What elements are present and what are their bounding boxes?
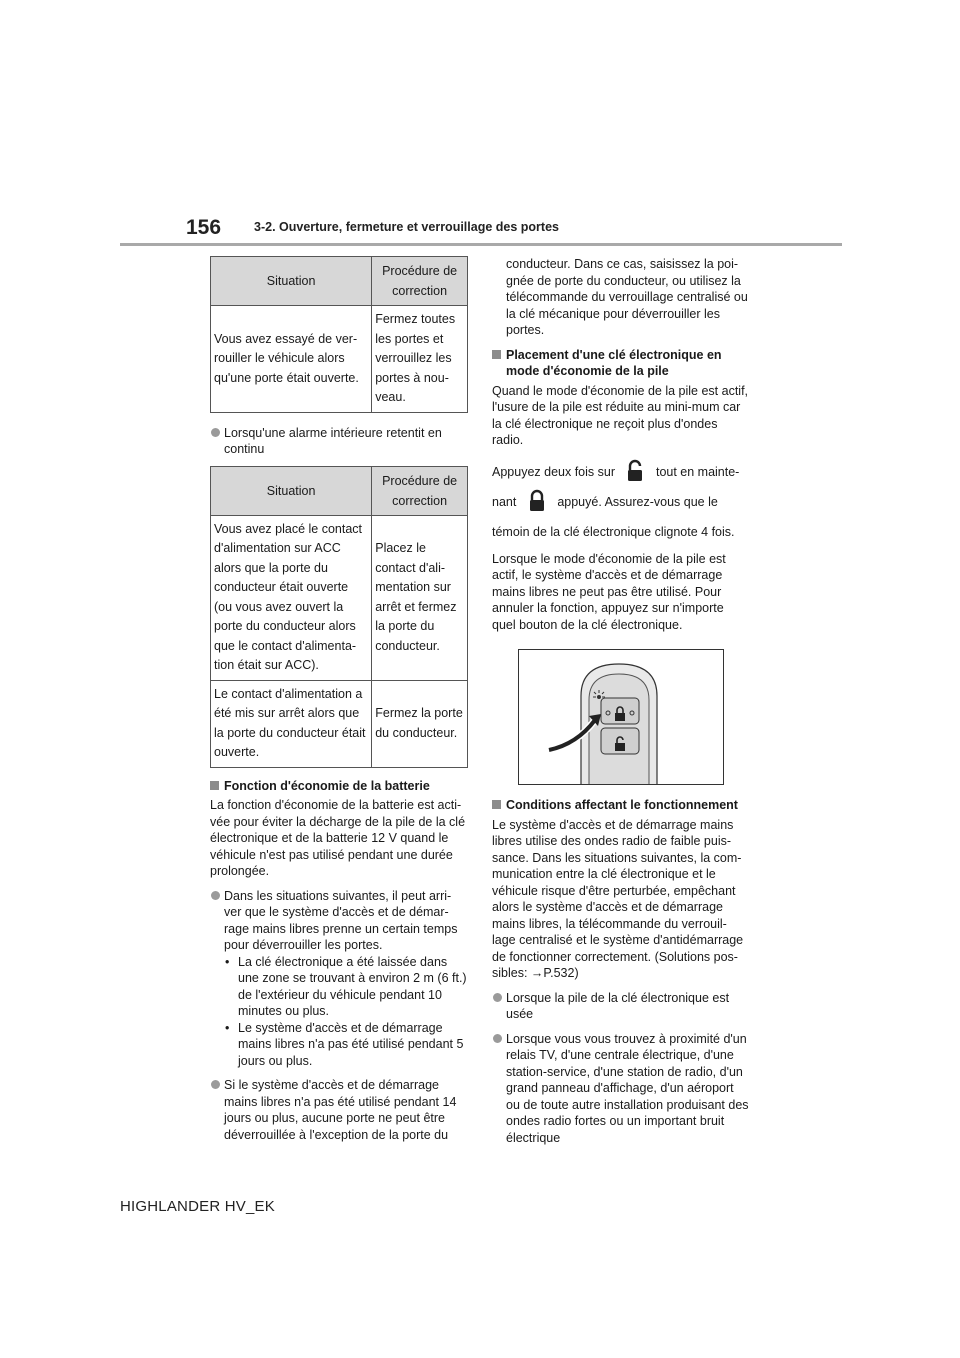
unlock-button-icon	[624, 459, 646, 485]
table-cell: Fermez la porte du conducteur.	[372, 680, 468, 767]
bullet-dot-icon	[211, 891, 220, 900]
continuation-text: conducteur. Dans ce cas, saisissez la poi-gnée de porte du conducteur, ou utilisez la télécommande du verrouillage centralisé ou la clé mécanique pour déverrouiller les portes.	[506, 257, 748, 337]
table-cell: Fermez toutes les portes et verrouillez les portes à nou-veau.	[372, 306, 468, 413]
page-number: 156	[186, 216, 222, 239]
bullet-item: Lorsque la pile de la clé électronique est usée	[492, 990, 750, 1023]
battery-saving-text: La fonction d'économie de la batterie est acti-vée pour éviter la décharge de la pile de la clé électronique et de la batterie 12 V quand le véhicule n'est pas utilisé pendant une durée prolongée.	[210, 798, 466, 878]
sub-bullet-marker: •	[225, 954, 230, 969]
table-header-situation: Situation	[211, 257, 372, 306]
square-bullet-icon	[492, 800, 501, 809]
left-column	[210, 256, 468, 1151]
bullet-dot-icon	[211, 428, 220, 437]
table-header-situation: Situation	[211, 466, 372, 515]
table-cell: Placez le contact d'ali-mentation sur arrêt et fermez la porte du conducteur.	[372, 515, 468, 680]
table-cell: Vous avez placé le contact d'alimentation sur ACC alors que la porte du conducteur était ouverte (ou vous avez ouvert la porte du conducteur alors que le contact d'alimenta-tion était sur ACC).	[211, 515, 372, 680]
lock-button-icon	[526, 489, 548, 515]
table-row	[211, 515, 468, 680]
bullet-dot-icon	[493, 1034, 502, 1043]
battery-saving-heading: Fonction d'économie de la batterie	[210, 778, 468, 795]
bullet-dot-icon	[493, 993, 502, 1002]
electronic-key-illustration	[518, 649, 724, 785]
sub-list-item: • Le système d'accès et de démarrage mains libres n'a pas été utilisé pendant 5 jours ou plus.	[225, 1020, 464, 1068]
bullet-item: Si le système d'accès et de démarrage mains libres n'a pas été utilisé pendant 14 jours ou plus, aucune porte ne peut être déverrouillée à l'exception de la porte du	[210, 1077, 468, 1143]
section-title: 3-2. Ouverture, fermeture et verrouillage des portes	[254, 220, 559, 234]
bullet-item: Lorsque vous vous trouvez à proximité d'un relais TV, d'une centrale électrique, d'une station-service, d'une station de radio, d'un grand panneau d'affichage, d'un aéroport ou de toute autre installation produisant des ondes radio fortes ou un important bruit électrique	[492, 1031, 750, 1147]
sub-bullet-marker: •	[225, 1020, 230, 1035]
square-bullet-icon	[492, 350, 501, 359]
key-saving-heading: Placement d'une clé électronique en mode d'économie de la pile	[492, 347, 750, 380]
header-rule	[120, 243, 842, 246]
sub-list-item: • La clé électronique a été laissée dans une zone se trouvant à environ 2 m (6 ft.) de l'extérieur du véhicule pendant 10 minutes ou plus.	[225, 954, 467, 1018]
right-column	[492, 256, 750, 1154]
correction-table-1	[210, 256, 468, 413]
key-saving-text: Quand le mode d'économie de la pile est actif, l'usure de la pile est réduite au mini-mum car la clé électronique ne reçoit plus d'ondes radio.	[492, 383, 749, 447]
table-row	[211, 680, 468, 767]
electronic-key-icon	[519, 650, 723, 784]
square-bullet-icon	[210, 781, 219, 790]
table-cell: Vous avez essayé de ver-rouiller le véhicule alors qu'une porte était ouverte.	[211, 306, 372, 413]
bullet-item: Dans les situations suivantes, il peut arri-ver que le système d'accès et de démar-rage mains libres prenne un certain temps pour déverrouiller les portes. • La clé électronique a été laissée dans une zone se trouvant à environ 2 m (6 ft.) de l'extérieur du véhicule pendant 10 minutes ou plus. • Le système d'accès et de démarrage mains libres n'a pas été utilisé pendant 5 jours ou plus.	[210, 888, 468, 1070]
footer-model: HIGHLANDER HV_EK	[120, 1198, 275, 1215]
conditions-text: Le système d'accès et de démarrage mains libres utilise des ondes radio de faible puis-sance. Dans les situations suivantes, la com-munication entre la clé électronique et le véhicule risque d'être perturbée, empêchant alors le système d'accès et de démarrage mains libres, la télécommande du verrouil-lage centralisé et le système d'antidémarrage de fonctionner correctement. (Solutions pos-sibles: →P.532)	[492, 817, 744, 980]
correction-table-2	[210, 466, 468, 768]
conditions-heading: Conditions affectant le fonctionnement	[492, 797, 750, 814]
table-cell: Le contact d'alimentation a été mis sur arrêt alors que la porte du conducteur était ouverte.	[211, 680, 372, 767]
press-instruction: Appuyez deux fois sur tout en mainte- nant appuyé. Assurez-vous que le témoin de la clé électronique clignote 4 fois.	[492, 457, 750, 547]
bullet-dot-icon	[211, 1080, 220, 1089]
table-header-procedure: Procédure de correction	[372, 257, 468, 306]
table-header-procedure: Procédure de correction	[372, 466, 468, 515]
bullet-item: Lorsqu'une alarme intérieure retentit en continu	[210, 425, 468, 458]
table-row	[211, 306, 468, 413]
battery-mode-active-text: Lorsque le mode d'économie de la pile est actif, le système d'accès et de démarrage mains libres ne peut pas être utilisé. Pour annuler la fonction, appuyez sur n'importe quel bouton de la clé électronique.	[492, 551, 726, 632]
